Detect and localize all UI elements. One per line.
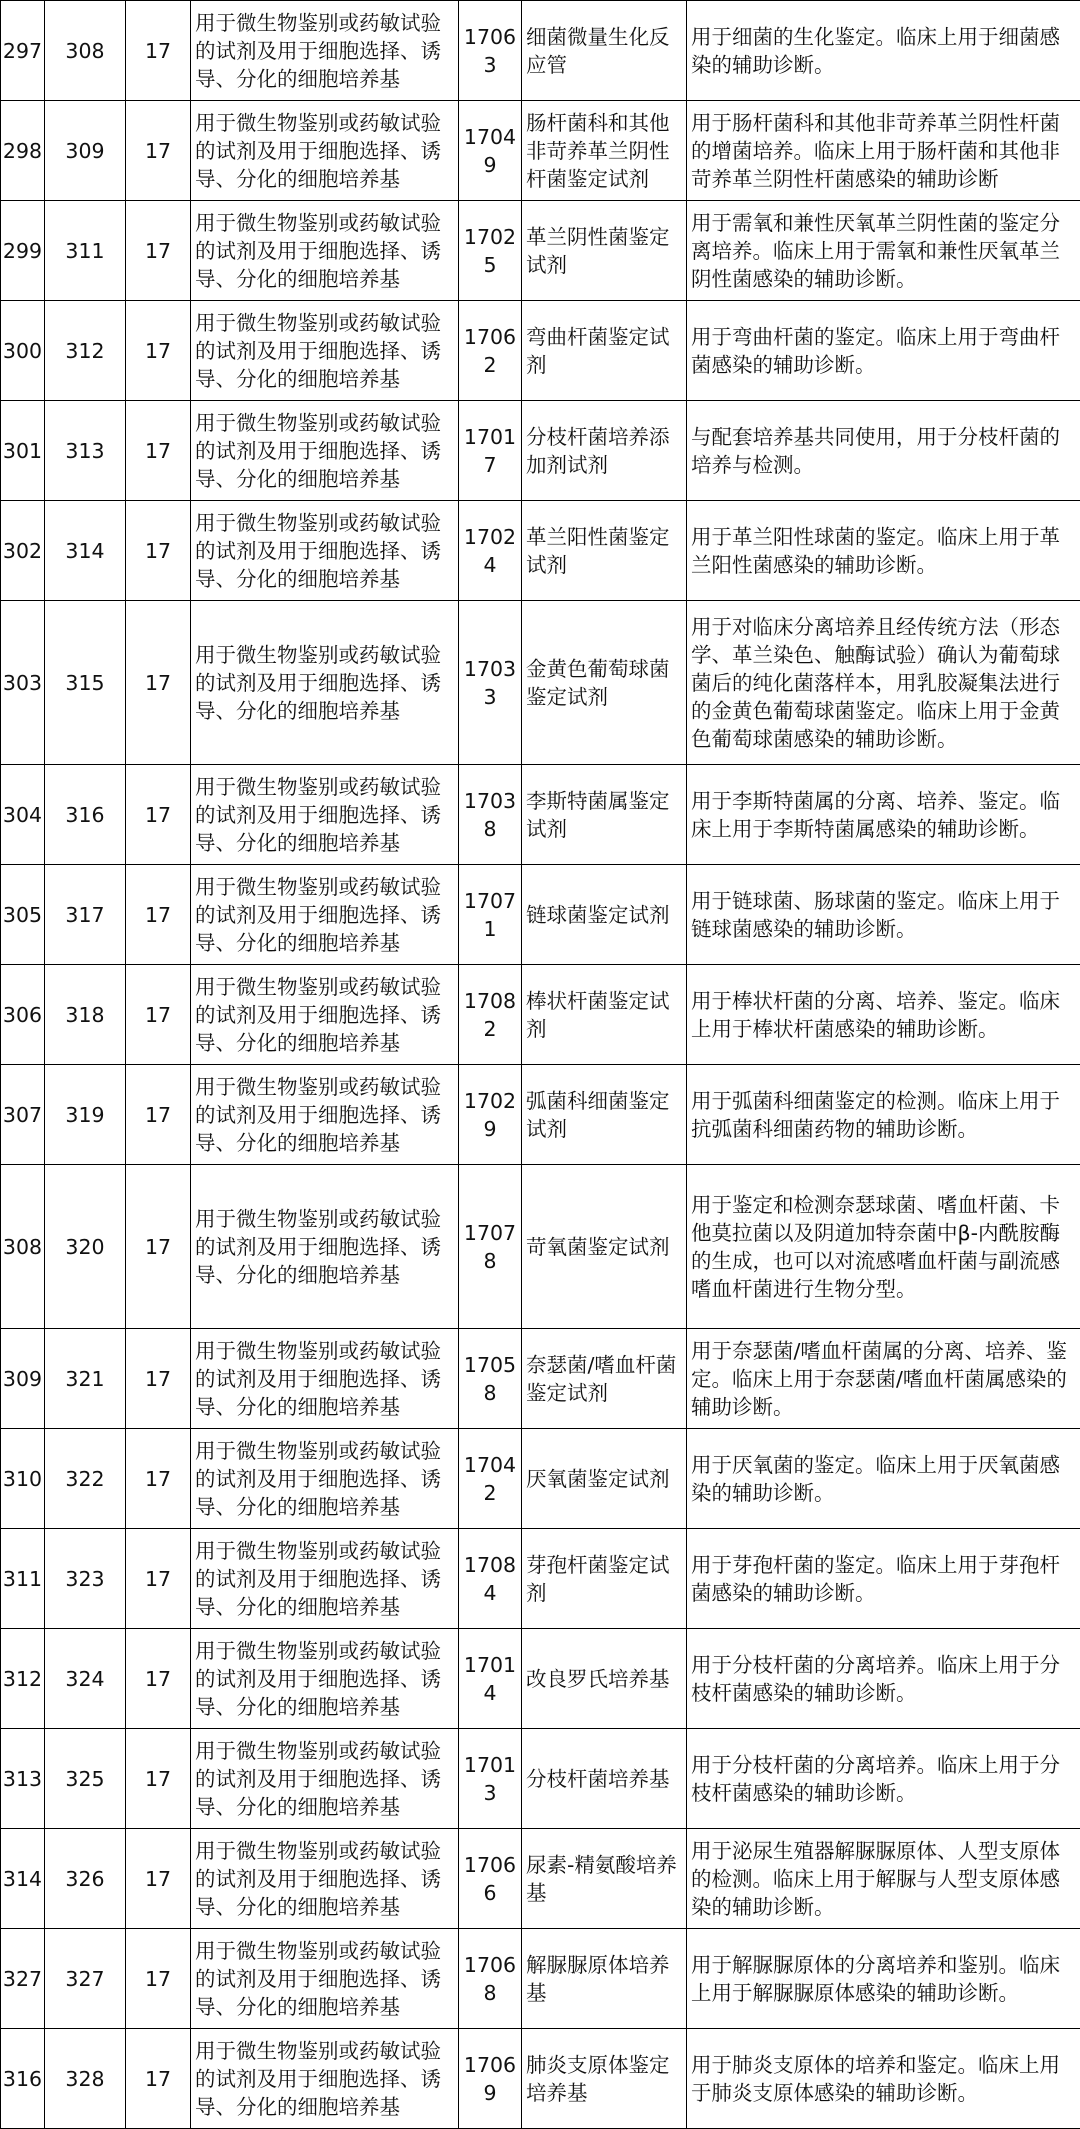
cell-code: 328 xyxy=(45,2029,126,2129)
cell-product-name: 李斯特菌属鉴定试剂 xyxy=(522,765,687,865)
cell-code: 319 xyxy=(45,1065,126,1165)
cell-product-name: 肺炎支原体鉴定培养基 xyxy=(522,2029,687,2129)
cell-product-name: 改良罗氏培养基 xyxy=(522,1629,687,1729)
cell-intended-use: 用于链球菌、肠球菌的鉴定。临床上用于链球菌感染的辅助诊断。 xyxy=(687,865,1080,965)
cell-product-name: 革兰阴性菌鉴定试剂 xyxy=(522,201,687,301)
cell-seq: 304 xyxy=(1,765,45,865)
cell-subcategory: 用于微生物鉴别或药敏试验的试剂及用于细胞选择、诱导、分化的细胞培养基 xyxy=(191,601,459,765)
cell-intended-use: 用于奈瑟菌/嗜血杆菌属的分离、培养、鉴定。临床上用于奈瑟菌/嗜血杆菌属感染的辅助诊断。 xyxy=(687,1329,1080,1429)
table-row xyxy=(1,1829,1080,1929)
cell-code: 313 xyxy=(45,401,126,501)
cell-code: 320 xyxy=(45,1165,126,1329)
cell-intended-use: 用于泌尿生殖器解脲脲原体、人型支原体的检测。临床上用于解脲与人型支原体感染的辅助诊断。 xyxy=(687,1829,1080,1929)
cell-seq: 297 xyxy=(1,1,45,101)
cell-seq: 302 xyxy=(1,501,45,601)
cell-intended-use: 用于棒状杆菌的分离、培养、鉴定。临床上用于棒状杆菌感染的辅助诊断。 xyxy=(687,965,1080,1065)
cell-subcategory: 用于微生物鉴别或药敏试验的试剂及用于细胞选择、诱导、分化的细胞培养基 xyxy=(191,1529,459,1629)
cell-seq: 310 xyxy=(1,1429,45,1529)
cell-code: 322 xyxy=(45,1429,126,1529)
cell-category: 17 xyxy=(126,1729,191,1829)
cell-seq: 299 xyxy=(1,201,45,301)
cell-seq: 314 xyxy=(1,1829,45,1929)
cell-code: 314 xyxy=(45,501,126,601)
cell-product-code: 17084 xyxy=(459,1529,522,1629)
cell-product-code: 17071 xyxy=(459,865,522,965)
cell-intended-use: 用于细菌的生化鉴定。临床上用于细菌感染的辅助诊断。 xyxy=(687,1,1080,101)
cell-product-name: 棒状杆菌鉴定试剂 xyxy=(522,965,687,1065)
cell-subcategory: 用于微生物鉴别或药敏试验的试剂及用于细胞选择、诱导、分化的细胞培养基 xyxy=(191,1065,459,1165)
table-row xyxy=(1,765,1080,865)
cell-subcategory: 用于微生物鉴别或药敏试验的试剂及用于细胞选择、诱导、分化的细胞培养基 xyxy=(191,1,459,101)
cell-intended-use: 用于解脲脲原体的分离培养和鉴别。临床上用于解脲脲原体感染的辅助诊断。 xyxy=(687,1929,1080,2029)
table-row xyxy=(1,965,1080,1065)
cell-subcategory: 用于微生物鉴别或药敏试验的试剂及用于细胞选择、诱导、分化的细胞培养基 xyxy=(191,301,459,401)
cell-code: 311 xyxy=(45,201,126,301)
cell-intended-use: 用于需氧和兼性厌氧革兰阴性菌的鉴定分离培养。临床上用于需氧和兼性厌氧革兰阴性菌感染的辅助诊断。 xyxy=(687,201,1080,301)
table-row xyxy=(1,1329,1080,1429)
table-row xyxy=(1,1165,1080,1329)
cell-category: 17 xyxy=(126,1629,191,1729)
cell-product-code: 17017 xyxy=(459,401,522,501)
cell-product-name: 链球菌鉴定试剂 xyxy=(522,865,687,965)
cell-seq: 305 xyxy=(1,865,45,965)
table-row xyxy=(1,1929,1080,2029)
cell-code: 321 xyxy=(45,1329,126,1429)
table-row xyxy=(1,501,1080,601)
cell-code: 309 xyxy=(45,101,126,201)
cell-product-name: 尿素-精氨酸培养基 xyxy=(522,1829,687,1929)
cell-product-code: 17038 xyxy=(459,765,522,865)
cell-category: 17 xyxy=(126,101,191,201)
cell-category: 17 xyxy=(126,965,191,1065)
cell-seq: 298 xyxy=(1,101,45,201)
cell-product-code: 17033 xyxy=(459,601,522,765)
cell-product-code: 17058 xyxy=(459,1329,522,1429)
cell-code: 316 xyxy=(45,765,126,865)
cell-code: 323 xyxy=(45,1529,126,1629)
cell-intended-use: 用于鉴定和检测奈瑟球菌、嗜血杆菌、卡他莫拉菌以及阴道加特奈菌中β-内酰胺酶的生成，也可以对流感嗜血杆菌与副流感嗜血杆菌进行生物分型。 xyxy=(687,1165,1080,1329)
cell-category: 17 xyxy=(126,601,191,765)
cell-intended-use: 用于分枝杆菌的分离培养。临床上用于分枝杆菌感染的辅助诊断。 xyxy=(687,1629,1080,1729)
table-row xyxy=(1,401,1080,501)
table-row xyxy=(1,601,1080,765)
cell-subcategory: 用于微生物鉴别或药敏试验的试剂及用于细胞选择、诱导、分化的细胞培养基 xyxy=(191,1329,459,1429)
cell-code: 325 xyxy=(45,1729,126,1829)
table-row xyxy=(1,1729,1080,1829)
cell-subcategory: 用于微生物鉴别或药敏试验的试剂及用于细胞选择、诱导、分化的细胞培养基 xyxy=(191,865,459,965)
cell-subcategory: 用于微生物鉴别或药敏试验的试剂及用于细胞选择、诱导、分化的细胞培养基 xyxy=(191,1929,459,2029)
cell-product-name: 解脲脲原体培养基 xyxy=(522,1929,687,2029)
cell-product-code: 17014 xyxy=(459,1629,522,1729)
cell-category: 17 xyxy=(126,401,191,501)
cell-category: 17 xyxy=(126,1829,191,1929)
cell-category: 17 xyxy=(126,301,191,401)
table-row xyxy=(1,1,1080,101)
cell-product-code: 17063 xyxy=(459,1,522,101)
cell-category: 17 xyxy=(126,1065,191,1165)
cell-seq: 301 xyxy=(1,401,45,501)
table-body xyxy=(1,1,1080,2129)
cell-product-name: 细菌微量生化反应管 xyxy=(522,1,687,101)
table-row xyxy=(1,1065,1080,1165)
cell-category: 17 xyxy=(126,1929,191,2029)
table-row xyxy=(1,301,1080,401)
cell-code: 312 xyxy=(45,301,126,401)
cell-intended-use: 用于革兰阳性球菌的鉴定。临床上用于革兰阳性菌感染的辅助诊断。 xyxy=(687,501,1080,601)
cell-product-name: 金黄色葡萄球菌鉴定试剂 xyxy=(522,601,687,765)
cell-product-code: 17062 xyxy=(459,301,522,401)
cell-product-code: 17013 xyxy=(459,1729,522,1829)
cell-code: 308 xyxy=(45,1,126,101)
cell-subcategory: 用于微生物鉴别或药敏试验的试剂及用于细胞选择、诱导、分化的细胞培养基 xyxy=(191,1829,459,1929)
cell-seq: 312 xyxy=(1,1629,45,1729)
cell-code: 317 xyxy=(45,865,126,965)
cell-intended-use: 用于厌氧菌的鉴定。临床上用于厌氧菌感染的辅助诊断。 xyxy=(687,1429,1080,1529)
cell-product-name: 分枝杆菌培养基 xyxy=(522,1729,687,1829)
cell-code: 327 xyxy=(45,1929,126,2029)
cell-code: 315 xyxy=(45,601,126,765)
cell-product-name: 分枝杆菌培养添加剂试剂 xyxy=(522,401,687,501)
cell-category: 17 xyxy=(126,865,191,965)
cell-seq: 300 xyxy=(1,301,45,401)
cell-subcategory: 用于微生物鉴别或药敏试验的试剂及用于细胞选择、诱导、分化的细胞培养基 xyxy=(191,201,459,301)
cell-product-name: 弯曲杆菌鉴定试剂 xyxy=(522,301,687,401)
cell-seq: 313 xyxy=(1,1729,45,1829)
cell-product-name: 芽孢杆菌鉴定试剂 xyxy=(522,1529,687,1629)
cell-seq: 307 xyxy=(1,1065,45,1165)
cell-seq: 303 xyxy=(1,601,45,765)
cell-category: 17 xyxy=(126,2029,191,2129)
cell-intended-use: 用于李斯特菌属的分离、培养、鉴定。临床上用于李斯特菌属感染的辅助诊断。 xyxy=(687,765,1080,865)
cell-product-code: 17025 xyxy=(459,201,522,301)
cell-product-name: 肠杆菌科和其他非苛养革兰阴性杆菌鉴定试剂 xyxy=(522,101,687,201)
cell-product-name: 革兰阳性菌鉴定试剂 xyxy=(522,501,687,601)
cell-product-code: 17029 xyxy=(459,1065,522,1165)
cell-product-code: 17068 xyxy=(459,1929,522,2029)
cell-seq: 306 xyxy=(1,965,45,1065)
cell-intended-use: 用于肺炎支原体的培养和鉴定。临床上用于肺炎支原体感染的辅助诊断。 xyxy=(687,2029,1080,2129)
cell-subcategory: 用于微生物鉴别或药敏试验的试剂及用于细胞选择、诱导、分化的细胞培养基 xyxy=(191,401,459,501)
cell-seq: 308 xyxy=(1,1165,45,1329)
cell-intended-use: 用于弧菌科细菌鉴定的检测。临床上用于抗弧菌科细菌药物的辅助诊断。 xyxy=(687,1065,1080,1165)
cell-intended-use: 用于分枝杆菌的分离培养。临床上用于分枝杆菌感染的辅助诊断。 xyxy=(687,1729,1080,1829)
cell-product-code: 17049 xyxy=(459,101,522,201)
cell-subcategory: 用于微生物鉴别或药敏试验的试剂及用于细胞选择、诱导、分化的细胞培养基 xyxy=(191,101,459,201)
cell-product-name: 弧菌科细菌鉴定试剂 xyxy=(522,1065,687,1165)
table-row xyxy=(1,101,1080,201)
cell-product-name: 奈瑟菌/嗜血杆菌鉴定试剂 xyxy=(522,1329,687,1429)
cell-product-code: 17024 xyxy=(459,501,522,601)
cell-subcategory: 用于微生物鉴别或药敏试验的试剂及用于细胞选择、诱导、分化的细胞培养基 xyxy=(191,1729,459,1829)
cell-category: 17 xyxy=(126,1529,191,1629)
cell-subcategory: 用于微生物鉴别或药敏试验的试剂及用于细胞选择、诱导、分化的细胞培养基 xyxy=(191,1429,459,1529)
cell-product-code: 17082 xyxy=(459,965,522,1065)
cell-seq: 311 xyxy=(1,1529,45,1629)
cell-product-code: 17069 xyxy=(459,2029,522,2129)
cell-seq: 327 xyxy=(1,1929,45,2029)
cell-category: 17 xyxy=(126,1,191,101)
cell-subcategory: 用于微生物鉴别或药敏试验的试剂及用于细胞选择、诱导、分化的细胞培养基 xyxy=(191,965,459,1065)
cell-intended-use: 用于肠杆菌科和其他非苛养革兰阴性杆菌的增菌培养。临床上用于肠杆菌和其他非苛养革兰阴性杆菌感染的辅助诊断 xyxy=(687,101,1080,201)
cell-category: 17 xyxy=(126,765,191,865)
cell-subcategory: 用于微生物鉴别或药敏试验的试剂及用于细胞选择、诱导、分化的细胞培养基 xyxy=(191,765,459,865)
table-row xyxy=(1,201,1080,301)
table-row xyxy=(1,1629,1080,1729)
table-row xyxy=(1,865,1080,965)
cell-seq: 309 xyxy=(1,1329,45,1429)
cell-category: 17 xyxy=(126,1429,191,1529)
table-row xyxy=(1,1429,1080,1529)
cell-product-name: 苛氧菌鉴定试剂 xyxy=(522,1165,687,1329)
cell-category: 17 xyxy=(126,501,191,601)
cell-category: 17 xyxy=(126,1329,191,1429)
cell-intended-use: 用于芽孢杆菌的鉴定。临床上用于芽孢杆菌感染的辅助诊断。 xyxy=(687,1529,1080,1629)
cell-product-code: 17078 xyxy=(459,1165,522,1329)
cell-code: 326 xyxy=(45,1829,126,1929)
cell-subcategory: 用于微生物鉴别或药敏试验的试剂及用于细胞选择、诱导、分化的细胞培养基 xyxy=(191,501,459,601)
cell-intended-use: 用于弯曲杆菌的鉴定。临床上用于弯曲杆菌感染的辅助诊断。 xyxy=(687,301,1080,401)
cell-intended-use: 用于对临床分离培养且经传统方法（形态学、革兰染色、触酶试验）确认为葡萄球菌后的纯化菌落样本，用乳胶凝集法进行的金黄色葡萄球菌鉴定。临床上用于金黄色葡萄球菌感染的辅助诊断。 xyxy=(687,601,1080,765)
cell-subcategory: 用于微生物鉴别或药敏试验的试剂及用于细胞选择、诱导、分化的细胞培养基 xyxy=(191,1165,459,1329)
table-row xyxy=(1,1529,1080,1629)
cell-product-name: 厌氧菌鉴定试剂 xyxy=(522,1429,687,1529)
cell-subcategory: 用于微生物鉴别或药敏试验的试剂及用于细胞选择、诱导、分化的细胞培养基 xyxy=(191,1629,459,1729)
cell-product-code: 17066 xyxy=(459,1829,522,1929)
cell-product-code: 17042 xyxy=(459,1429,522,1529)
cell-category: 17 xyxy=(126,201,191,301)
cell-code: 318 xyxy=(45,965,126,1065)
cell-seq: 316 xyxy=(1,2029,45,2129)
cell-intended-use: 与配套培养基共同使用，用于分枝杆菌的培养与检测。 xyxy=(687,401,1080,501)
cell-subcategory: 用于微生物鉴别或药敏试验的试剂及用于细胞选择、诱导、分化的细胞培养基 xyxy=(191,2029,459,2129)
cell-code: 324 xyxy=(45,1629,126,1729)
cell-category: 17 xyxy=(126,1165,191,1329)
table-row xyxy=(1,2029,1080,2129)
